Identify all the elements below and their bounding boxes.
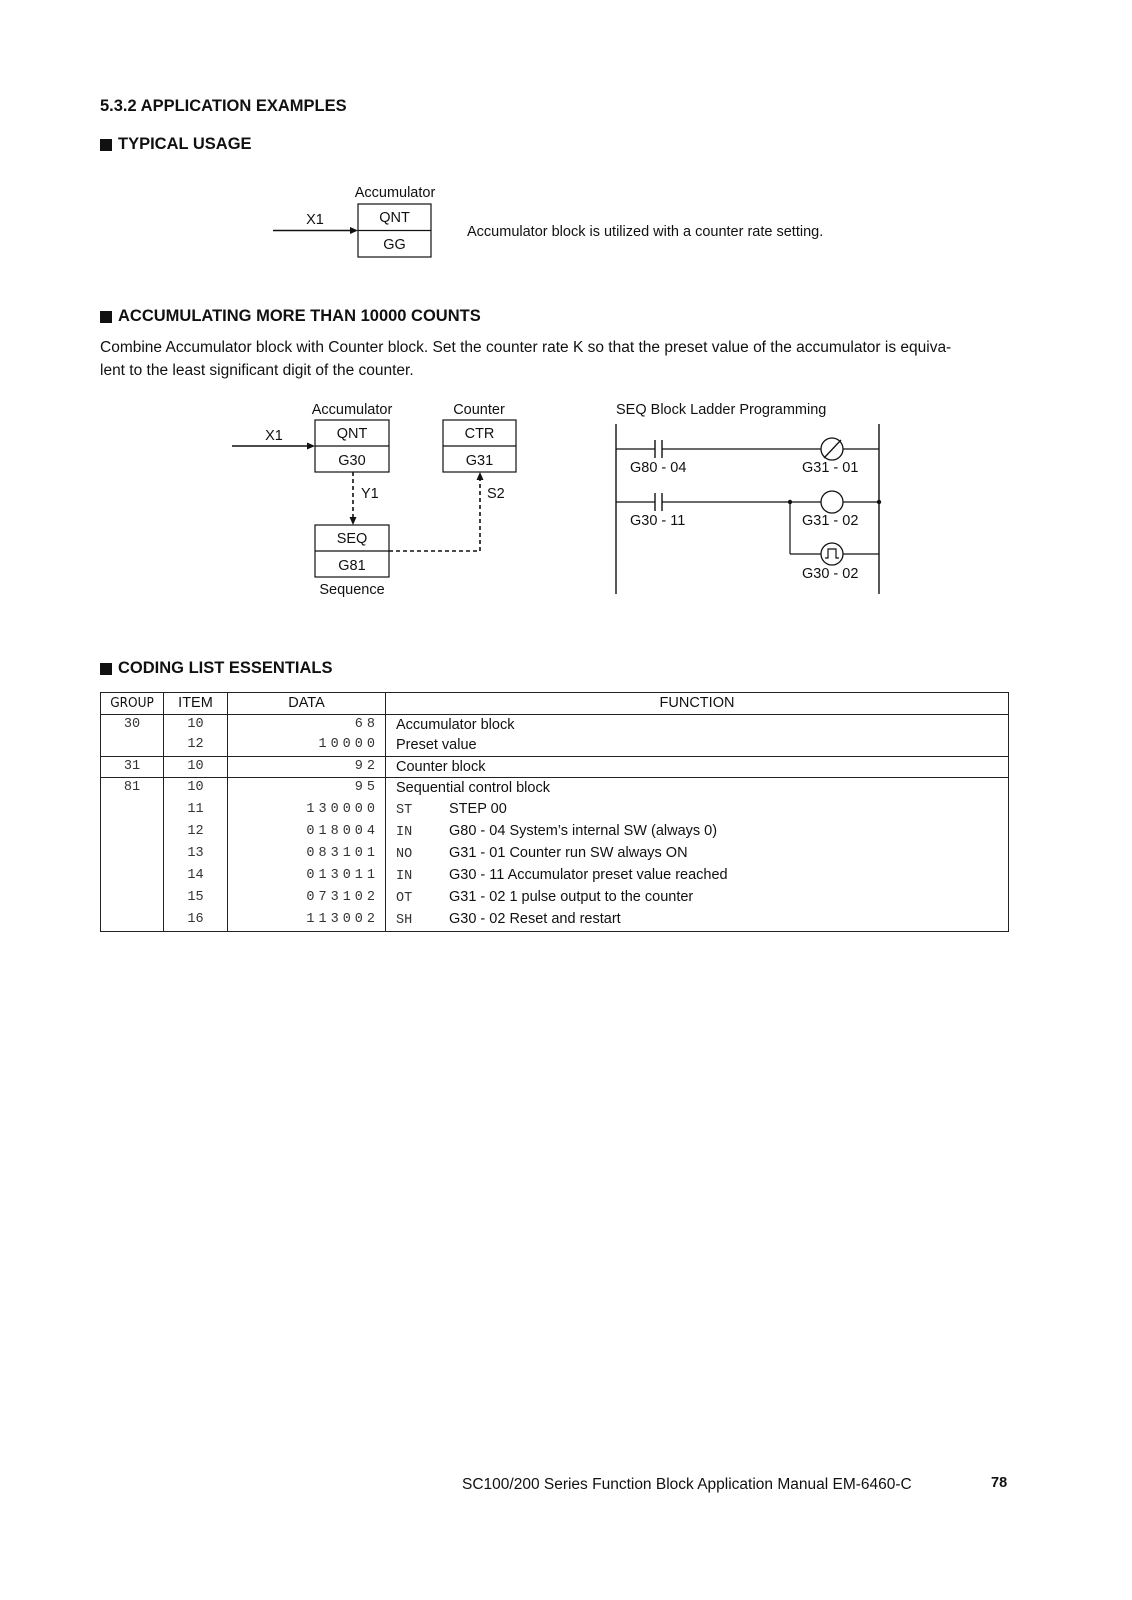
typical-note: Accumulator block is utilized with a counter rate setting. bbox=[467, 224, 824, 240]
table-row bbox=[101, 821, 1009, 843]
item-cell: 16 bbox=[164, 909, 228, 932]
coil-icon bbox=[821, 491, 843, 513]
instruction-code: NO bbox=[396, 846, 413, 862]
data-header: DATA bbox=[228, 693, 386, 715]
paragraph-line: lent to the least significant digit of the counter. bbox=[100, 362, 414, 379]
function-text: G31 - 01 Counter run SW always ON bbox=[449, 844, 688, 861]
group-cell bbox=[101, 909, 164, 932]
y1-label: Y1 bbox=[361, 486, 379, 502]
sequence-label: Sequence bbox=[319, 582, 385, 598]
item-header: ITEM bbox=[164, 693, 228, 715]
function-header: FUNCTION bbox=[386, 693, 1009, 715]
paragraph-line: Combine Accumulator block with Counter block. Set the counter rate K so that the preset value of the accumulator is equiva- bbox=[100, 339, 952, 356]
ctr-group: G31 bbox=[465, 453, 494, 469]
data-cell: 10000 bbox=[228, 735, 386, 756]
coding-list-heading bbox=[100, 659, 333, 678]
s2-signal-line bbox=[389, 478, 480, 551]
rung3-coil-label: G30 - 02 bbox=[802, 566, 859, 582]
data-cell: 018004 bbox=[228, 821, 386, 843]
page-number: 78 bbox=[991, 1475, 1008, 1491]
function-text: G80 - 04 System’s internal SW (always 0) bbox=[449, 822, 718, 839]
item-cell: 12 bbox=[164, 735, 228, 756]
function-cell bbox=[386, 821, 1009, 843]
item-cell: 10 bbox=[164, 778, 228, 799]
accumulator-label: Accumulator bbox=[311, 402, 393, 418]
function-text: STEP 00 bbox=[449, 800, 507, 817]
arrow-head-icon bbox=[350, 517, 357, 525]
acc-type: QNT bbox=[336, 426, 368, 442]
group-cell: 30 bbox=[101, 714, 164, 735]
block-group: GG bbox=[383, 237, 406, 253]
item-cell: 11 bbox=[164, 799, 228, 821]
function-text: Counter block bbox=[396, 758, 486, 775]
data-cell: 013011 bbox=[228, 865, 386, 887]
data-cell: 68 bbox=[228, 714, 386, 735]
data-cell: 92 bbox=[228, 756, 386, 778]
function-cell bbox=[386, 909, 1009, 932]
group-cell bbox=[101, 843, 164, 865]
input-label: X1 bbox=[306, 212, 324, 228]
function-cell bbox=[386, 756, 1009, 778]
counter-label: Counter bbox=[453, 402, 505, 418]
function-text: G30 - 02 Reset and restart bbox=[449, 910, 621, 927]
heading-text: CODING LIST ESSENTIALS bbox=[118, 659, 333, 677]
group-cell bbox=[101, 735, 164, 756]
function-text: Preset value bbox=[396, 737, 477, 754]
table-row bbox=[101, 865, 1009, 887]
rung2-coil-label: G31 - 02 bbox=[802, 513, 859, 529]
instruction-code: SH bbox=[396, 912, 413, 928]
group-cell bbox=[101, 887, 164, 909]
data-cell: 95 bbox=[228, 778, 386, 799]
square-bullet-icon bbox=[100, 663, 112, 675]
pulse-coil-icon bbox=[821, 543, 843, 565]
arrow-head-icon bbox=[350, 227, 358, 234]
function-cell bbox=[386, 843, 1009, 865]
group-header: GROUP bbox=[101, 693, 164, 715]
table-header-row bbox=[101, 693, 1009, 715]
s2-label: S2 bbox=[487, 486, 505, 502]
table-row bbox=[101, 887, 1009, 909]
data-cell: 073102 bbox=[228, 887, 386, 909]
function-text: G31 - 02 1 pulse output to the counter bbox=[449, 888, 694, 905]
rung1-coil-label: G31 - 01 bbox=[802, 460, 859, 476]
junction-dot bbox=[877, 500, 881, 504]
function-text: G30 - 11 Accumulator preset value reached bbox=[449, 866, 728, 883]
item-cell: 13 bbox=[164, 843, 228, 865]
function-cell bbox=[386, 865, 1009, 887]
function-cell bbox=[386, 887, 1009, 909]
group-cell bbox=[101, 799, 164, 821]
coding-list-table bbox=[100, 692, 1009, 932]
heading-text: TYPICAL USAGE bbox=[118, 135, 252, 153]
arrow-head-icon bbox=[477, 472, 484, 480]
seq-group: G81 bbox=[338, 558, 366, 574]
section-title: 5.3.2 APPLICATION EXAMPLES bbox=[100, 97, 347, 115]
seq-type: SEQ bbox=[336, 531, 368, 547]
block-diagram bbox=[225, 398, 535, 603]
function-cell bbox=[386, 778, 1009, 799]
function-cell bbox=[386, 799, 1009, 821]
item-cell: 12 bbox=[164, 821, 228, 843]
table-row bbox=[101, 714, 1009, 735]
function-cell bbox=[386, 714, 1009, 735]
table-row bbox=[101, 756, 1009, 778]
ladder-title: SEQ Block Ladder Programming bbox=[616, 402, 827, 418]
acc-group: G30 bbox=[338, 453, 366, 469]
group-cell: 31 bbox=[101, 756, 164, 778]
accumulating-heading bbox=[100, 307, 481, 326]
data-cell: 083101 bbox=[228, 843, 386, 865]
square-bullet-icon bbox=[100, 139, 112, 151]
function-text: Accumulator block bbox=[396, 716, 515, 733]
table-row bbox=[101, 799, 1009, 821]
footer-manual-title: SC100/200 Series Function Block Application Manual EM-6460-C bbox=[462, 1476, 912, 1493]
function-text: Sequential control block bbox=[396, 780, 550, 797]
arrow-head-icon bbox=[307, 443, 315, 450]
item-cell: 15 bbox=[164, 887, 228, 909]
table-row bbox=[101, 909, 1009, 932]
item-cell: 10 bbox=[164, 756, 228, 778]
table-row bbox=[101, 735, 1009, 756]
block-type: QNT bbox=[379, 210, 410, 226]
rung2-contact-label: G30 - 11 bbox=[630, 513, 686, 529]
table-row bbox=[101, 843, 1009, 865]
rung1-contact-label: G80 - 04 bbox=[630, 460, 687, 476]
heading-text: ACCUMULATING MORE THAN 10000 COUNTS bbox=[118, 307, 481, 325]
group-cell bbox=[101, 865, 164, 887]
typical-usage-heading bbox=[100, 135, 252, 154]
instruction-code: IN bbox=[396, 868, 413, 884]
instruction-code: IN bbox=[396, 824, 413, 840]
accumulating-paragraph bbox=[100, 336, 1030, 382]
data-cell: 113002 bbox=[228, 909, 386, 932]
accumulator-label: Accumulator bbox=[354, 185, 436, 201]
square-bullet-icon bbox=[100, 311, 112, 323]
group-cell bbox=[101, 821, 164, 843]
instruction-code: OT bbox=[396, 890, 413, 906]
ladder-diagram bbox=[605, 398, 895, 603]
instruction-code: ST bbox=[396, 802, 413, 818]
function-cell bbox=[386, 735, 1009, 756]
ctr-type: CTR bbox=[464, 426, 495, 442]
table-row bbox=[101, 778, 1009, 799]
item-cell: 14 bbox=[164, 865, 228, 887]
typical-usage-diagram bbox=[260, 178, 880, 268]
group-cell: 81 bbox=[101, 778, 164, 799]
item-cell: 10 bbox=[164, 714, 228, 735]
data-cell: 130000 bbox=[228, 799, 386, 821]
input-label: X1 bbox=[265, 428, 283, 444]
